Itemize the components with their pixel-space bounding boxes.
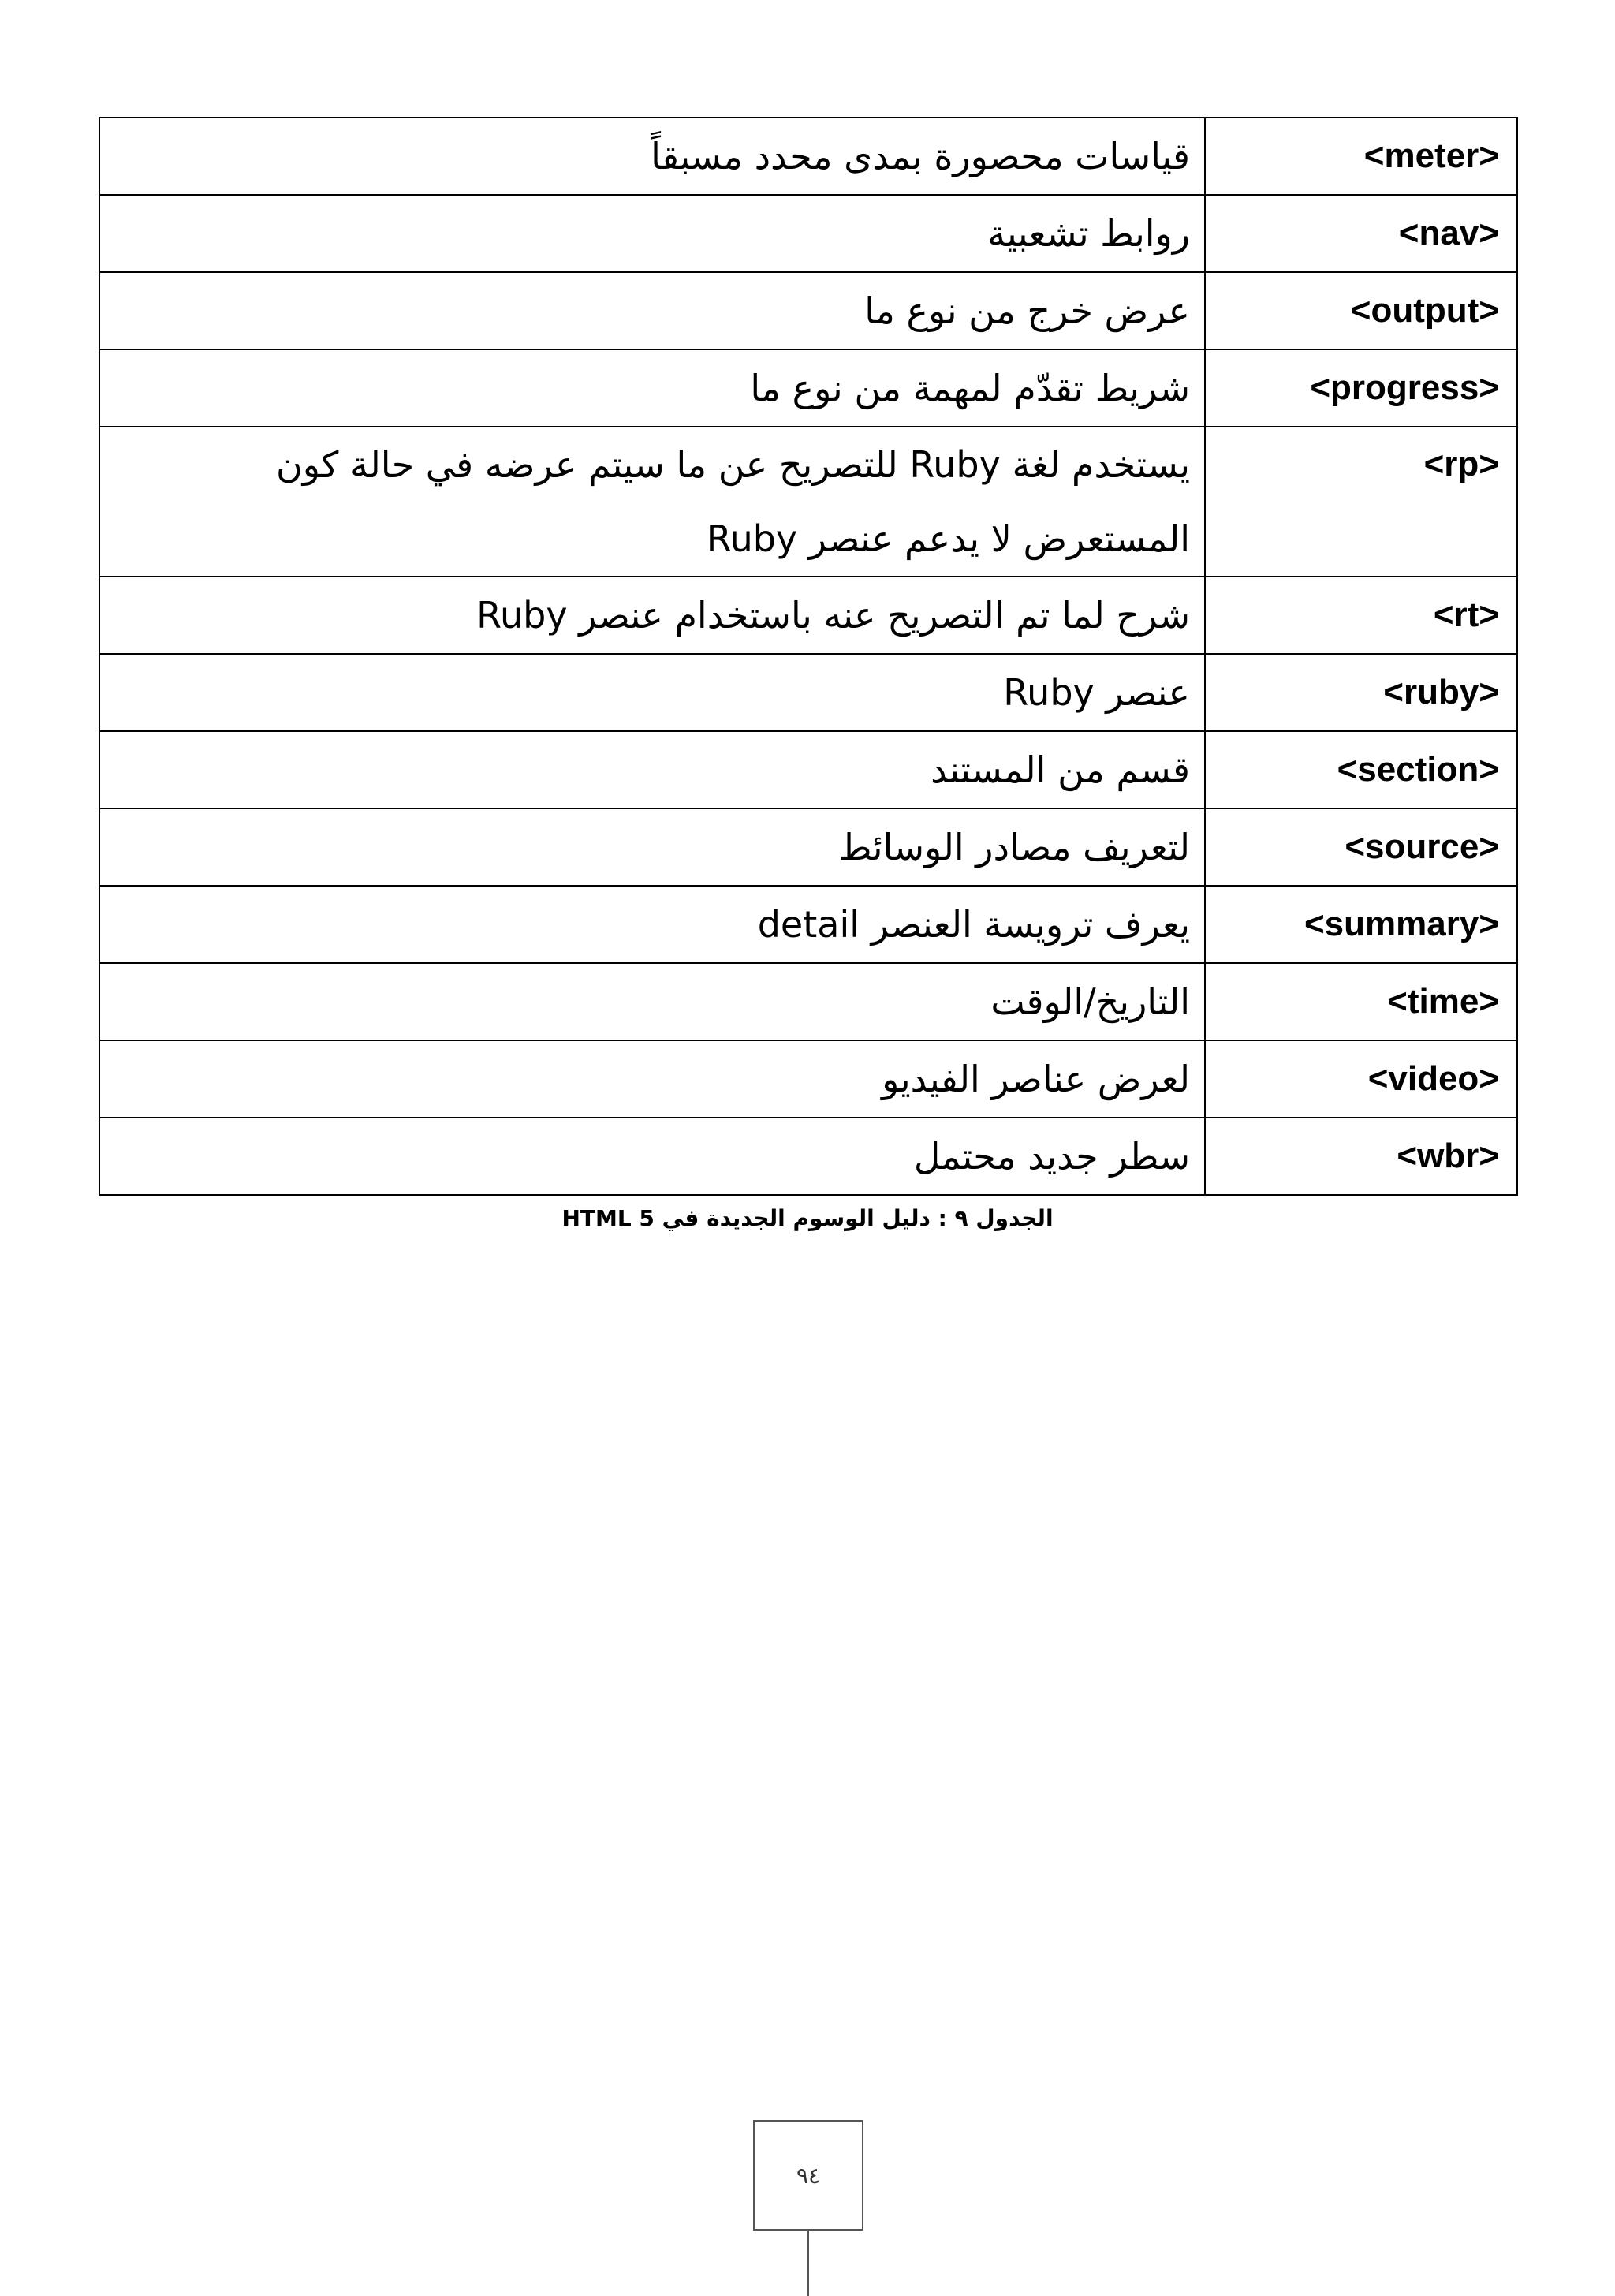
table-row: [99, 1040, 1517, 1118]
row-tag: <wbr>: [1205, 1118, 1517, 1195]
table-row: [99, 427, 1517, 577]
row-description: يستخدم لغة Ruby للتصريح عن ما سيتم عرضه في حالة كون المستعرض لا يدعم عنصر Ruby: [99, 427, 1205, 577]
table-row: [99, 272, 1517, 349]
table-row: [99, 118, 1517, 195]
table-row: [99, 808, 1517, 886]
table-row: [99, 349, 1517, 427]
row-tag: <rp>: [1205, 427, 1517, 577]
row-tag: <rt>: [1205, 577, 1517, 654]
row-description: روابط تشعبية: [99, 195, 1205, 272]
row-description: شريط تقدّم لمهمة من نوع ما: [99, 349, 1205, 427]
page-number-box: [753, 2120, 863, 2231]
page-number: ٩٤: [796, 2162, 821, 2189]
table-row: [99, 577, 1517, 654]
tags-table: [99, 117, 1518, 1196]
row-tag: <meter>: [1205, 118, 1517, 195]
row-tag: <source>: [1205, 808, 1517, 886]
table-caption: الجدول ٩ : دليل الوسوم الجديدة في HTML 5: [561, 1205, 1054, 1231]
table-row: [99, 1118, 1517, 1195]
row-description: قياسات محصورة بمدى محدد مسبقاً: [99, 118, 1205, 195]
table-row: [99, 963, 1517, 1040]
row-description: لعرض عناصر الفيديو: [99, 1040, 1205, 1118]
row-description: يعرف ترويسة العنصر detail: [99, 886, 1205, 963]
row-description: قسم من المستند: [99, 731, 1205, 808]
row-description: عرض خرج من نوع ما: [99, 272, 1205, 349]
row-description: سطر جديد محتمل: [99, 1118, 1205, 1195]
row-tag: <video>: [1205, 1040, 1517, 1118]
row-description: عنصر Ruby: [99, 654, 1205, 731]
row-tag: <summary>: [1205, 886, 1517, 963]
row-tag: <progress>: [1205, 349, 1517, 427]
row-tag: <section>: [1205, 731, 1517, 808]
table-row: [99, 654, 1517, 731]
page-number-line: [808, 2231, 809, 2296]
table-row: [99, 731, 1517, 808]
row-tag: <time>: [1205, 963, 1517, 1040]
row-tag: <ruby>: [1205, 654, 1517, 731]
table-row: [99, 886, 1517, 963]
table-row: [99, 195, 1517, 272]
row-description: لتعريف مصادر الوسائط: [99, 808, 1205, 886]
row-tag: <nav>: [1205, 195, 1517, 272]
row-description: شرح لما تم التصريح عنه باستخدام عنصر Ruby: [99, 577, 1205, 654]
row-tag: <output>: [1205, 272, 1517, 349]
row-description: التاريخ/الوقت: [99, 963, 1205, 1040]
